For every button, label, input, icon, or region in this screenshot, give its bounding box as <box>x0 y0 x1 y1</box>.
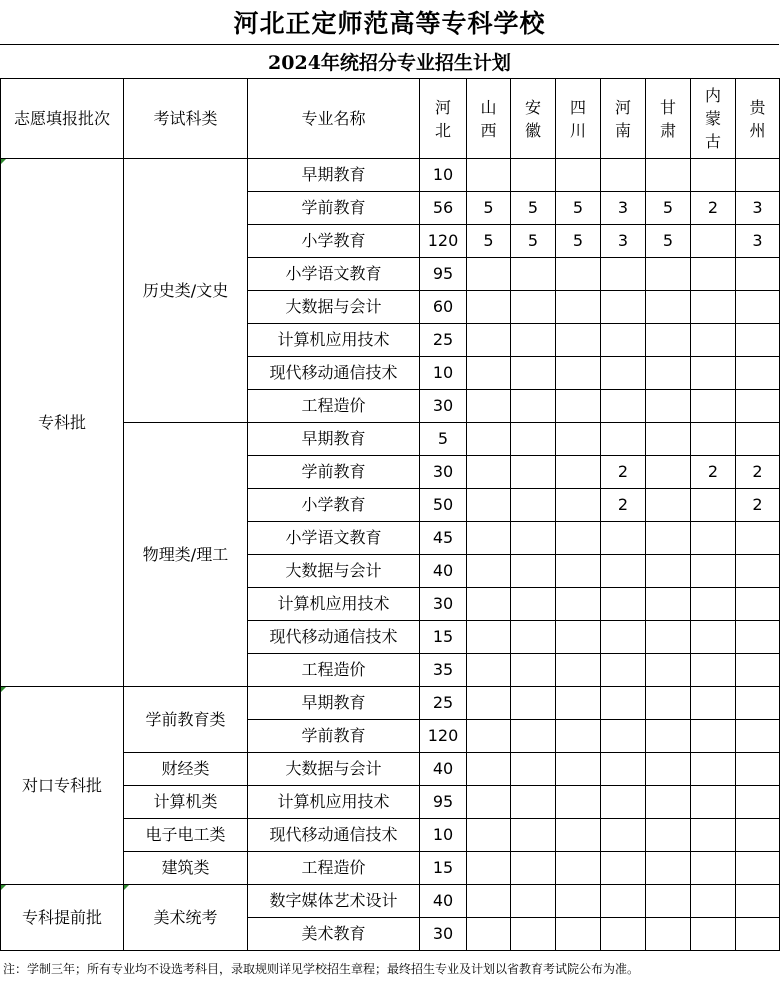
quota-cell <box>467 720 511 753</box>
quota-cell <box>511 489 556 522</box>
quota-cell <box>467 159 511 192</box>
quota-cell: 5 <box>556 225 601 258</box>
quota-cell <box>691 291 736 324</box>
quota-cell <box>511 291 556 324</box>
quota-cell <box>467 555 511 588</box>
quota-cell <box>736 654 780 687</box>
quota-cell <box>691 885 736 918</box>
quota-cell <box>467 819 511 852</box>
quota-cell <box>646 489 691 522</box>
quota-cell: 2 <box>736 489 780 522</box>
quota-cell: 3 <box>601 192 646 225</box>
quota-cell <box>646 918 691 951</box>
table-row <box>1 885 780 918</box>
document-title: 河北正定师范高等专科学校 <box>0 0 779 45</box>
quota-cell <box>736 885 780 918</box>
quota-cell <box>556 423 601 456</box>
quota-cell: 5 <box>511 192 556 225</box>
quota-cell <box>467 456 511 489</box>
quota-cell <box>646 786 691 819</box>
quota-cell: 95 <box>420 786 467 819</box>
quota-cell <box>556 456 601 489</box>
quota-cell <box>556 522 601 555</box>
quota-cell <box>646 324 691 357</box>
quota-cell: 40 <box>420 885 467 918</box>
quota-cell <box>691 588 736 621</box>
quota-cell: 25 <box>420 324 467 357</box>
table-row <box>1 687 780 720</box>
quota-cell <box>511 720 556 753</box>
quota-cell: 10 <box>420 159 467 192</box>
major-name-cell: 大数据与会计 <box>248 753 420 786</box>
header-province <box>646 79 691 159</box>
quota-cell <box>467 687 511 720</box>
quota-cell: 25 <box>420 687 467 720</box>
quota-cell: 2 <box>601 456 646 489</box>
quota-cell: 56 <box>420 192 467 225</box>
quota-cell <box>467 423 511 456</box>
quota-cell <box>556 819 601 852</box>
quota-cell <box>511 786 556 819</box>
major-name-cell: 工程造价 <box>248 852 420 885</box>
quota-cell <box>511 522 556 555</box>
quota-cell: 15 <box>420 621 467 654</box>
category-cell: 物理类/理工 <box>124 423 248 687</box>
quota-cell <box>601 390 646 423</box>
quota-cell: 95 <box>420 258 467 291</box>
quota-cell <box>691 423 736 456</box>
quota-cell <box>646 522 691 555</box>
quota-cell: 5 <box>646 225 691 258</box>
quota-cell <box>556 885 601 918</box>
quota-cell <box>556 720 601 753</box>
quota-cell <box>691 555 736 588</box>
quota-cell <box>511 456 556 489</box>
batch-cell: 专科批 <box>1 159 124 687</box>
quota-cell: 3 <box>736 225 780 258</box>
header-category: 考试科类 <box>124 79 248 159</box>
quota-cell <box>467 654 511 687</box>
quota-cell <box>601 357 646 390</box>
quota-cell <box>467 522 511 555</box>
quota-cell: 15 <box>420 852 467 885</box>
footnote: 注：学制三年；所有专业均不设选考科目，录取规则详见学校招生章程；最终招生专业及计划以省教育考试院公布为准。 <box>3 962 640 976</box>
quota-cell <box>467 621 511 654</box>
quota-cell <box>736 258 780 291</box>
major-name-cell: 计算机应用技术 <box>248 786 420 819</box>
major-name-cell: 现代移动通信技术 <box>248 819 420 852</box>
header-province <box>511 79 556 159</box>
quota-cell <box>556 357 601 390</box>
province-header-char: 州 <box>749 120 766 140</box>
quota-cell <box>736 522 780 555</box>
quota-cell <box>601 819 646 852</box>
quota-cell <box>601 621 646 654</box>
quota-cell <box>601 753 646 786</box>
quota-cell: 30 <box>420 390 467 423</box>
quota-cell <box>556 588 601 621</box>
province-header-char: 四 <box>569 97 586 117</box>
major-name-cell: 计算机应用技术 <box>248 324 420 357</box>
quota-cell: 3 <box>601 225 646 258</box>
category-cell: 建筑类 <box>124 852 248 885</box>
quota-cell <box>601 423 646 456</box>
province-header-char: 蒙 <box>704 109 721 128</box>
quota-cell <box>511 918 556 951</box>
major-name-cell: 小学语文教育 <box>248 258 420 291</box>
quota-cell <box>601 258 646 291</box>
major-name-cell: 小学教育 <box>248 489 420 522</box>
quota-cell <box>736 819 780 852</box>
quota-cell <box>511 819 556 852</box>
quota-cell: 35 <box>420 654 467 687</box>
quota-cell <box>467 390 511 423</box>
quota-cell <box>511 159 556 192</box>
quota-cell <box>556 291 601 324</box>
quota-cell <box>467 489 511 522</box>
category-cell: 财经类 <box>124 753 248 786</box>
quota-cell <box>511 324 556 357</box>
category-cell: 计算机类 <box>124 786 248 819</box>
quota-cell <box>601 159 646 192</box>
quota-cell <box>601 654 646 687</box>
province-header-char: 古 <box>704 132 721 151</box>
quota-cell <box>646 753 691 786</box>
major-name-cell: 早期教育 <box>248 159 420 192</box>
header-province <box>601 79 646 159</box>
quota-cell: 30 <box>420 918 467 951</box>
quota-cell: 2 <box>691 192 736 225</box>
province-header-char: 北 <box>434 120 451 140</box>
quota-cell <box>467 852 511 885</box>
major-name-cell: 早期教育 <box>248 423 420 456</box>
quota-cell <box>646 654 691 687</box>
quota-cell <box>511 687 556 720</box>
quota-cell <box>467 786 511 819</box>
quota-cell <box>601 522 646 555</box>
quota-cell: 5 <box>556 192 601 225</box>
quota-cell <box>691 489 736 522</box>
quota-cell <box>691 687 736 720</box>
quota-cell <box>511 423 556 456</box>
quota-cell <box>556 555 601 588</box>
quota-cell <box>646 423 691 456</box>
major-name-cell: 学前教育 <box>248 720 420 753</box>
quota-cell <box>646 291 691 324</box>
quota-cell <box>646 720 691 753</box>
quota-cell <box>736 357 780 390</box>
province-header-char: 贵 <box>749 97 766 117</box>
province-header-char: 内 <box>704 86 721 105</box>
quota-cell <box>601 885 646 918</box>
quota-cell <box>736 588 780 621</box>
quota-cell <box>646 885 691 918</box>
major-name-cell: 学前教育 <box>248 456 420 489</box>
quota-cell: 50 <box>420 489 467 522</box>
quota-cell <box>556 621 601 654</box>
major-name-cell: 小学语文教育 <box>248 522 420 555</box>
quota-cell <box>646 258 691 291</box>
quota-cell <box>467 357 511 390</box>
quota-cell <box>646 357 691 390</box>
quota-cell <box>601 687 646 720</box>
quota-cell <box>691 324 736 357</box>
table-header-row <box>1 79 780 159</box>
category-cell: 美术统考 <box>124 885 248 951</box>
quota-cell <box>691 852 736 885</box>
quota-cell <box>601 555 646 588</box>
quota-cell <box>556 918 601 951</box>
quota-cell: 60 <box>420 291 467 324</box>
quota-cell <box>736 159 780 192</box>
quota-cell <box>556 687 601 720</box>
quota-cell: 5 <box>511 225 556 258</box>
province-header-char: 徽 <box>524 120 541 140</box>
quota-cell <box>556 159 601 192</box>
quota-cell <box>467 291 511 324</box>
category-cell: 学前教育类 <box>124 687 248 753</box>
quota-cell <box>556 852 601 885</box>
quota-cell <box>646 555 691 588</box>
province-header-char: 甘 <box>659 97 676 117</box>
header-major: 专业名称 <box>248 79 420 159</box>
quota-cell <box>736 390 780 423</box>
quota-cell <box>691 918 736 951</box>
quota-cell <box>511 390 556 423</box>
major-name-cell: 现代移动通信技术 <box>248 357 420 390</box>
province-header-char: 河 <box>434 97 451 117</box>
quota-cell: 5 <box>467 192 511 225</box>
batch-cell: 对口专科批 <box>1 687 124 885</box>
quota-cell <box>691 159 736 192</box>
quota-cell <box>736 753 780 786</box>
category-cell: 历史类/文史 <box>124 159 248 423</box>
quota-cell <box>601 720 646 753</box>
quota-cell <box>646 588 691 621</box>
major-name-cell: 美术教育 <box>248 918 420 951</box>
quota-cell <box>691 753 736 786</box>
quota-cell <box>511 588 556 621</box>
quota-cell <box>646 819 691 852</box>
quota-cell <box>601 588 646 621</box>
quota-cell: 120 <box>420 720 467 753</box>
quota-cell <box>601 918 646 951</box>
header-province <box>467 79 511 159</box>
quota-cell <box>467 588 511 621</box>
quota-cell: 5 <box>420 423 467 456</box>
quota-cell <box>691 258 736 291</box>
major-name-cell: 早期教育 <box>248 687 420 720</box>
quota-cell <box>646 390 691 423</box>
quota-cell: 10 <box>420 819 467 852</box>
major-name-cell: 工程造价 <box>248 390 420 423</box>
quota-cell <box>736 291 780 324</box>
major-name-cell: 现代移动通信技术 <box>248 621 420 654</box>
quota-cell <box>467 885 511 918</box>
quota-cell <box>556 258 601 291</box>
quota-cell <box>691 522 736 555</box>
major-name-cell: 工程造价 <box>248 654 420 687</box>
header-province <box>736 79 780 159</box>
quota-cell <box>511 555 556 588</box>
quota-cell <box>511 753 556 786</box>
quota-cell <box>467 753 511 786</box>
major-name-cell: 大数据与会计 <box>248 291 420 324</box>
category-cell: 电子电工类 <box>124 819 248 852</box>
header-province <box>556 79 601 159</box>
quota-cell <box>646 687 691 720</box>
major-name-cell: 数字媒体艺术设计 <box>248 885 420 918</box>
quota-cell <box>467 258 511 291</box>
quota-cell: 40 <box>420 555 467 588</box>
quota-cell <box>646 621 691 654</box>
quota-cell: 2 <box>691 456 736 489</box>
quota-cell <box>736 852 780 885</box>
quota-cell <box>511 621 556 654</box>
province-header-char: 河 <box>614 97 631 117</box>
quota-cell <box>646 159 691 192</box>
quota-cell: 2 <box>601 489 646 522</box>
quota-cell: 120 <box>420 225 467 258</box>
major-name-cell: 小学教育 <box>248 225 420 258</box>
quota-cell <box>691 357 736 390</box>
province-header-char: 川 <box>569 120 586 140</box>
province-header-char: 南 <box>614 120 631 140</box>
quota-cell: 30 <box>420 588 467 621</box>
document-subtitle: 2024年统招分专业招生计划 <box>268 52 511 74</box>
quota-cell <box>646 852 691 885</box>
quota-cell <box>691 621 736 654</box>
quota-cell <box>736 423 780 456</box>
quota-cell: 3 <box>736 192 780 225</box>
quota-cell <box>736 621 780 654</box>
quota-cell <box>556 654 601 687</box>
quota-cell <box>691 654 736 687</box>
quota-cell <box>511 885 556 918</box>
province-header-char: 西 <box>480 120 497 140</box>
header-batch: 志愿填报批次 <box>1 79 124 159</box>
province-header-char: 肃 <box>659 120 676 140</box>
quota-cell: 40 <box>420 753 467 786</box>
quota-cell <box>601 852 646 885</box>
quota-cell: 2 <box>736 456 780 489</box>
province-header-char: 山 <box>480 97 497 117</box>
quota-cell: 30 <box>420 456 467 489</box>
quota-cell <box>511 357 556 390</box>
quota-cell: 10 <box>420 357 467 390</box>
quota-cell <box>691 390 736 423</box>
quota-cell <box>556 489 601 522</box>
quota-cell <box>467 918 511 951</box>
quota-cell <box>556 390 601 423</box>
table-row <box>1 159 780 192</box>
header-province <box>420 79 467 159</box>
quota-cell <box>736 720 780 753</box>
province-header-char: 安 <box>524 97 541 117</box>
quota-cell <box>601 324 646 357</box>
enrollment-plan-table <box>0 78 780 951</box>
quota-cell <box>736 918 780 951</box>
major-name-cell: 大数据与会计 <box>248 555 420 588</box>
quota-cell: 5 <box>646 192 691 225</box>
quota-cell <box>511 852 556 885</box>
batch-cell: 专科提前批 <box>1 885 124 951</box>
quota-cell <box>511 654 556 687</box>
quota-cell <box>556 324 601 357</box>
quota-cell <box>691 786 736 819</box>
quota-cell <box>601 786 646 819</box>
quota-cell <box>736 786 780 819</box>
quota-cell <box>736 555 780 588</box>
quota-cell <box>691 225 736 258</box>
quota-cell <box>736 687 780 720</box>
header-province <box>691 79 736 159</box>
quota-cell: 45 <box>420 522 467 555</box>
quota-cell <box>556 753 601 786</box>
quota-cell <box>646 456 691 489</box>
quota-cell: 5 <box>467 225 511 258</box>
quota-cell <box>556 786 601 819</box>
quota-cell <box>467 324 511 357</box>
quota-cell <box>601 291 646 324</box>
quota-cell <box>691 720 736 753</box>
major-name-cell: 计算机应用技术 <box>248 588 420 621</box>
quota-cell <box>691 819 736 852</box>
quota-cell <box>511 258 556 291</box>
quota-cell <box>736 324 780 357</box>
major-name-cell: 学前教育 <box>248 192 420 225</box>
